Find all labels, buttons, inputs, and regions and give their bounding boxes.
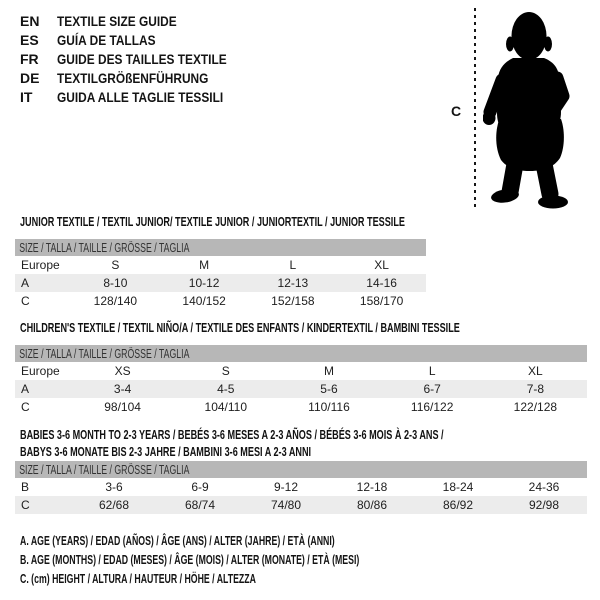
table-cell: 152/158 xyxy=(271,294,315,308)
table-cell: L xyxy=(428,364,436,378)
table-cell: 74/80 xyxy=(270,498,302,512)
section-title-children xyxy=(20,319,600,336)
table-cell: M xyxy=(199,258,210,272)
language-title: GUIDA ALLE TAGLIE TESSILI xyxy=(57,89,224,105)
table-cell: L xyxy=(289,258,297,272)
language-code: DE xyxy=(20,70,40,86)
table-cell: 8-10 xyxy=(103,276,128,290)
table-row xyxy=(15,362,587,380)
table-cell: 116/122 xyxy=(410,400,454,414)
table-row xyxy=(15,292,426,310)
table-row xyxy=(15,274,426,292)
table-cell: 5-6 xyxy=(320,382,338,396)
table-cell: 14-16 xyxy=(366,276,397,290)
table-cell: 6-9 xyxy=(191,480,209,494)
language-code: EN xyxy=(20,13,40,29)
row-label: Europe xyxy=(21,258,60,272)
table-cell: 6-7 xyxy=(423,382,441,396)
table-cell: 128/140 xyxy=(93,294,138,308)
language-row xyxy=(20,12,257,31)
section-title-babies xyxy=(20,426,600,460)
height-marker-dotted-line xyxy=(474,8,476,208)
toddler-silhouette-icon xyxy=(483,8,595,210)
language-row xyxy=(20,50,257,69)
footnote xyxy=(20,570,505,589)
babies-size-table xyxy=(15,478,587,514)
language-guide-list xyxy=(20,12,257,107)
footnote-text: B. AGE (MONTHS) / EDAD (MESES) / ÂGE (MOIS) / ALTER (MONATE) / ETÀ (MESI) xyxy=(20,553,360,567)
row-label: C xyxy=(21,400,30,414)
table-cell: 7-8 xyxy=(526,382,545,396)
table-cell: 110/116 xyxy=(308,400,350,414)
section-title-text: BABYS 3-6 MONATE BIS 2-3 JAHRE / BAMBINI 3-6 MESI A 2-3 ANNI xyxy=(20,444,312,459)
table-cell: S xyxy=(221,364,230,378)
table-cell: 24-36 xyxy=(528,480,560,494)
section-title-text: JUNIOR TEXTILE / TEXTIL JUNIOR/ TEXTILE JUNIOR / JUNIORTEXTIL / JUNIOR TESSILE xyxy=(20,214,405,229)
table-cell: 4-5 xyxy=(217,382,235,396)
table-cell: S xyxy=(111,258,120,272)
table-cell: 3-4 xyxy=(113,382,132,396)
table-row xyxy=(15,478,587,496)
footnote-text: A. AGE (YEARS) / EDAD (AÑOS) / ÂGE (ANS) / ALTER (JAHRE) / ETÀ (ANNI) xyxy=(20,534,335,548)
language-title: GUÍA DE TALLAS xyxy=(57,32,156,48)
table-cell: 98/104 xyxy=(104,400,141,414)
table-cell: 86/92 xyxy=(442,498,474,512)
table-cell: 9-12 xyxy=(273,480,299,494)
language-code: IT xyxy=(20,89,33,105)
table-cell: M xyxy=(323,364,334,378)
table-row xyxy=(15,256,426,274)
row-label: C xyxy=(21,294,30,308)
table-cell: XS xyxy=(114,364,131,378)
language-row xyxy=(20,31,257,50)
table-cell: 140/152 xyxy=(182,294,226,308)
size-header-bar-babies xyxy=(15,461,587,478)
table-cell: XL xyxy=(528,364,543,378)
table-cell: 92/98 xyxy=(528,498,560,512)
table-cell: 122/128 xyxy=(513,400,558,414)
language-code: ES xyxy=(20,32,39,48)
language-title: TEXTILGRÖßENFÜHRUNG xyxy=(57,70,209,86)
table-cell: 12-18 xyxy=(356,480,388,494)
row-label: A xyxy=(21,382,30,396)
row-label: B xyxy=(21,480,30,494)
junior-size-table xyxy=(15,256,426,310)
table-cell: 158/170 xyxy=(359,294,404,308)
table-cell: 18-24 xyxy=(442,480,474,494)
section-title-junior xyxy=(20,213,570,230)
section-title-text: CHILDREN'S TEXTILE / TEXTIL NIÑO/A / TEXTILE DES ENFANTS / KINDERTEXTIL / BAMBINI TESSILE xyxy=(20,320,460,335)
section-title-text: BABIES 3-6 MONTH TO 2-3 YEARS / BEBÉS 3-6 MESES A 2-3 AÑOS / BÉBÉS 3-6 MOIS À 2-3 ANS / xyxy=(20,427,444,442)
language-code: FR xyxy=(20,51,39,67)
size-header-text: SIZE / TALLA / TAILLE / GRÖSSE / TAGLIA xyxy=(19,347,190,361)
language-row xyxy=(20,88,257,107)
size-header-bar-children xyxy=(15,345,587,362)
height-marker-label: C xyxy=(451,103,462,119)
language-row xyxy=(20,69,257,88)
table-cell: 62/68 xyxy=(98,498,130,512)
footnote xyxy=(20,532,505,551)
row-label: Europe xyxy=(21,364,60,378)
table-cell: XL xyxy=(374,258,389,272)
children-size-table xyxy=(15,362,587,416)
size-header-bar-junior xyxy=(15,239,426,256)
row-label: C xyxy=(21,498,30,512)
footnote-text: C. (cm) HEIGHT / ALTURA / HAUTEUR / HÖHE / ALTEZZA xyxy=(20,572,256,586)
table-cell: 104/110 xyxy=(204,400,248,414)
size-header-text: SIZE / TALLA / TAILLE / GRÖSSE / TAGLIA xyxy=(19,241,190,255)
table-cell: 68/74 xyxy=(184,498,216,512)
table-cell: 10-12 xyxy=(188,276,220,290)
table-cell: 12-13 xyxy=(277,276,309,290)
table-row xyxy=(15,496,587,514)
footnote xyxy=(20,551,505,570)
footnotes xyxy=(20,532,505,589)
table-cell: 3-6 xyxy=(105,480,123,494)
table-row xyxy=(15,380,587,398)
table-cell: 80/86 xyxy=(356,498,388,512)
row-label: A xyxy=(21,276,30,290)
table-row xyxy=(15,398,587,416)
size-header-text: SIZE / TALLA / TAILLE / GRÖSSE / TAGLIA xyxy=(19,463,190,477)
language-title: GUIDE DES TAILLES TEXTILE xyxy=(57,51,227,67)
language-title: TEXTILE SIZE GUIDE xyxy=(57,13,177,29)
